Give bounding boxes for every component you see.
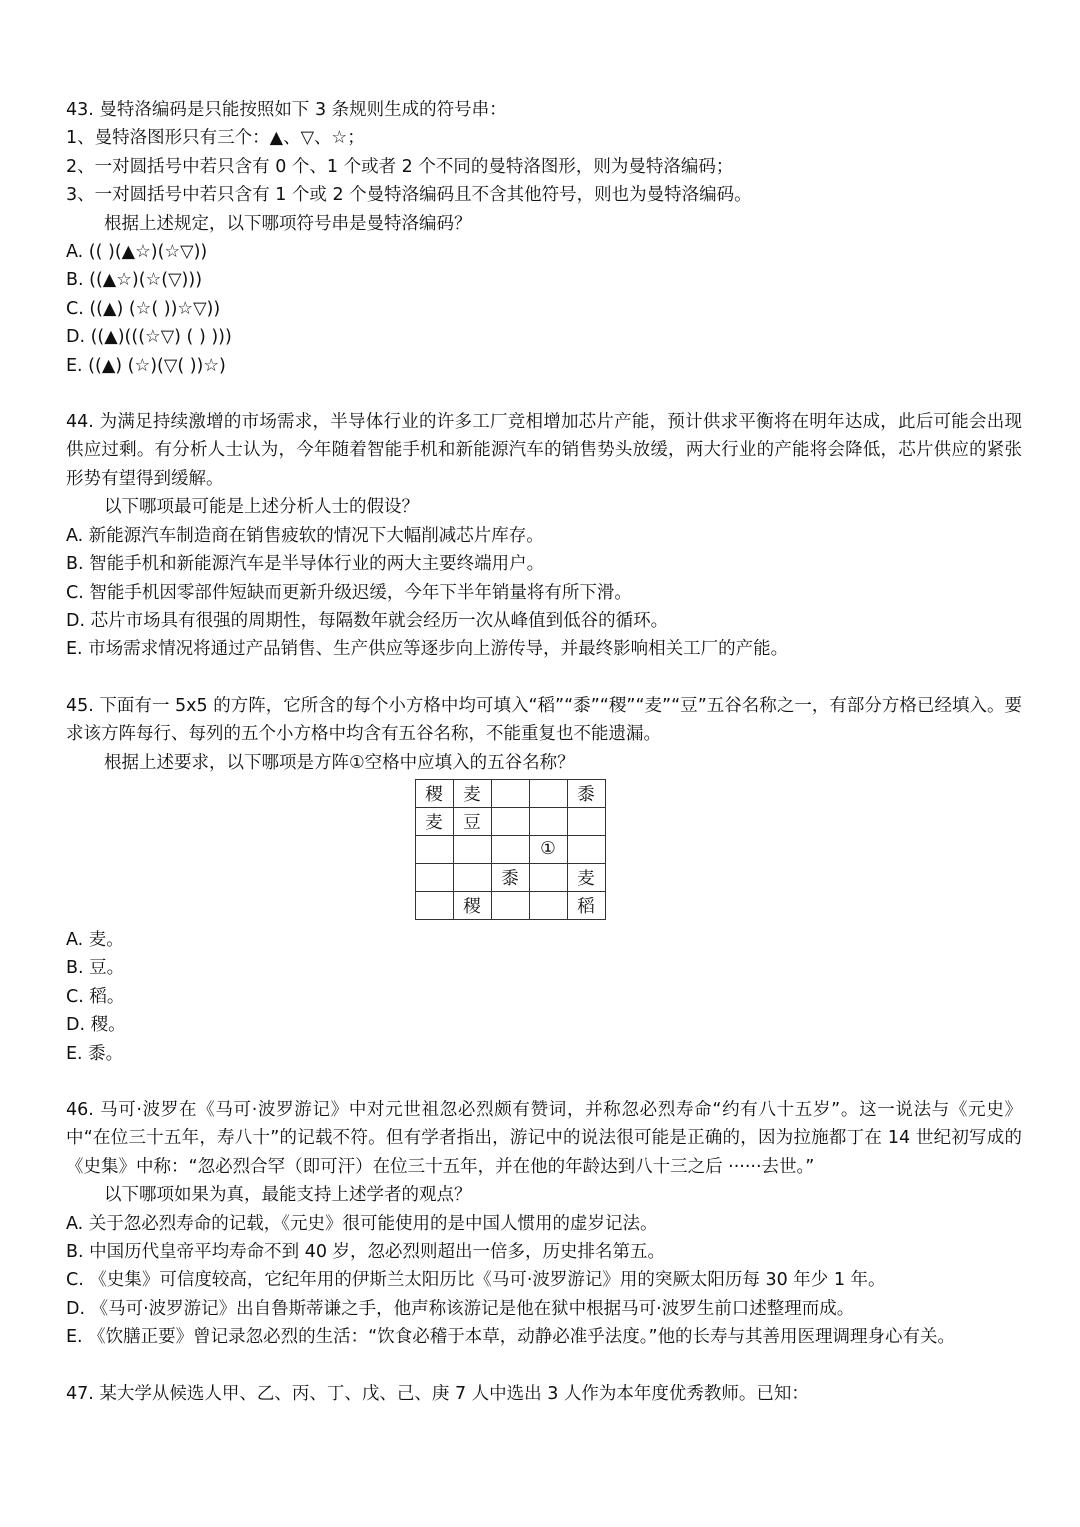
grid-cell bbox=[529, 807, 567, 835]
q44-option-b: B. 智能手机和新能源汽车是半导体行业的两大主要终端用户。 bbox=[66, 554, 545, 575]
q46-option-d: D. 《马可·波罗游记》出自鲁斯蒂谦之手，他声称该游记是他在狱中根据马可·波罗生前口述整理而成。 bbox=[66, 1298, 855, 1319]
q45-stem: 45. 下面有一 5x5 的方阵，它所含的每个小方格中均可填入“稻”“黍”“稷”“麦”“豆”五谷名称之一，有部分方格已经填入。要求该方阵每行、每列的五个小方格中均含有五谷名称，不能重复也不能遗漏。 bbox=[66, 695, 1022, 745]
grid-cell bbox=[415, 891, 453, 919]
q44-option-d: D. 芯片市场具有很强的周期性，每隔数年就会经历一次从峰值到低谷的循环。 bbox=[66, 610, 669, 631]
grid-cell bbox=[491, 891, 529, 919]
q43-question: 根据上述规定，以下哪项符号串是曼特洛编码？ bbox=[104, 213, 472, 234]
grid-cell bbox=[529, 891, 567, 919]
grid-cell bbox=[567, 835, 605, 863]
grid-cell: 稻 bbox=[567, 891, 605, 919]
grid-cell: 豆 bbox=[453, 807, 491, 835]
q43-option-c: C. ((▲) (☆( ))☆▽)) bbox=[66, 298, 221, 319]
question-45 bbox=[66, 692, 1022, 1068]
q46-option-e: E. 《饮膳正要》曾记录忽必烈的生活：“饮食必稽于本草，动静必准乎法度。”他的长寿与其善用医理调理身心有关。 bbox=[66, 1327, 956, 1348]
q43-option-a: A. (( )(▲☆)(☆▽)) bbox=[66, 242, 208, 263]
q45-option-c: C. 稻。 bbox=[66, 986, 125, 1007]
question-44 bbox=[66, 408, 1022, 664]
q46-stem: 46. 马可·波罗在《马可·波罗游记》中对元世祖忽必烈颇有赞词，并称忽必烈寿命“约有八十五岁”。这一说法与《元史》中“在位三十五年，寿八十”的记载不符。但有学者指出，游记中的说法很可能是正确的，因为拉施都丁在 14 世纪初写成的《史集》中称：“忽必烈合罕（即可汗）在位三十五年，并在他的年龄达到八十三之后 ······去世。” bbox=[66, 1099, 1022, 1177]
grid-cell bbox=[491, 779, 529, 807]
grid-row bbox=[415, 891, 605, 919]
grid-row bbox=[415, 863, 605, 891]
grid-row bbox=[415, 835, 605, 863]
q44-stem: 44. 为满足持续激增的市场需求，半导体行业的许多工厂竞相增加芯片产能，预计供求平衡将在明年达成，此后可能会出现供应过剩。有分析人士认为，今年随着智能手机和新能源汽车的销售势头放缓，两大行业的产能将会降低，芯片供应的紧张形势有望得到缓解。 bbox=[66, 412, 1022, 489]
exam-page bbox=[66, 96, 1022, 1408]
grid-cell bbox=[453, 863, 491, 891]
grid-cell bbox=[415, 863, 453, 891]
grid-cell bbox=[567, 807, 605, 835]
q46-option-c: C. 《史集》可信度较高，它纪年用的伊斯兰太阳历比《马可·波罗游记》用的突厥太阳历每 30 年少 1 年。 bbox=[66, 1270, 886, 1291]
q43-rule-2: 2、一对圆括号中若只含有 0 个、1 个或者 2 个不同的曼特洛图形，则为曼特洛编码； bbox=[66, 156, 734, 177]
grid-cell bbox=[491, 835, 529, 863]
q43-stem: 43. 曼特洛编码是只能按照如下 3 条规则生成的符号串： bbox=[66, 100, 507, 120]
q43-rule-3: 3、一对圆括号中若只含有 1 个或 2 个曼特洛编码且不含其他符号，则也为曼特洛编码。 bbox=[66, 185, 752, 206]
question-47 bbox=[66, 1380, 1022, 1408]
q43-option-d: D. ((▲)(((☆▽) ( ) ))) bbox=[66, 327, 232, 348]
q44-option-c: C. 智能手机因零部件短缺而更新升级迟缓，今年下半年销量将有所下滑。 bbox=[66, 582, 632, 603]
grid-cell: 黍 bbox=[567, 779, 605, 807]
q45-question: 根据上述要求，以下哪项是方阵①空格中应填入的五谷名称？ bbox=[104, 752, 575, 773]
grid-row bbox=[415, 807, 605, 835]
grid-cell: 麦 bbox=[415, 807, 453, 835]
grid-cell bbox=[491, 807, 529, 835]
question-46 bbox=[66, 1096, 1022, 1352]
q43-rule-1: 1、曼特洛图形只有三个：▲、▽、☆； bbox=[66, 128, 365, 149]
grid-cell bbox=[415, 835, 453, 863]
q44-option-a: A. 新能源汽车制造商在销售疲软的情况下大幅削减芯片库存。 bbox=[66, 525, 544, 546]
grid-cell: 麦 bbox=[567, 863, 605, 891]
q43-option-e: E. ((▲) (☆)(▽( ))☆) bbox=[66, 355, 226, 376]
q44-option-e: E. 市场需求情况将通过产品销售、生产供应等逐步向上游传导，并最终影响相关工厂的产能。 bbox=[66, 639, 789, 660]
q44-question: 以下哪项最可能是上述分析人士的假设？ bbox=[104, 497, 419, 518]
q45-option-e: E. 黍。 bbox=[66, 1043, 124, 1064]
q43-option-b: B. ((▲☆)(☆(▽))) bbox=[66, 270, 203, 291]
grid-cell: 稷 bbox=[415, 779, 453, 807]
q46-question: 以下哪项如果为真，最能支持上述学者的观点？ bbox=[104, 1185, 472, 1206]
q45-option-a: A. 麦。 bbox=[66, 929, 124, 950]
q45-option-d: D. 稷。 bbox=[66, 1015, 126, 1036]
grid-cell bbox=[529, 863, 567, 891]
grid-cell-target: ① bbox=[529, 835, 567, 863]
grid-row bbox=[415, 779, 605, 807]
q45-option-b: B. 豆。 bbox=[66, 958, 125, 979]
q46-option-a: A. 关于忽必烈寿命的记载，《元史》很可能使用的是中国人惯用的虚岁记法。 bbox=[66, 1213, 658, 1234]
grid-cell: 黍 bbox=[491, 863, 529, 891]
q46-option-b: B. 中国历代皇帝平均寿命不到 40 岁，忽必烈则超出一倍多，历史排名第五。 bbox=[66, 1242, 666, 1262]
grid-cell bbox=[529, 779, 567, 807]
q47-stem: 47. 某大学从候选人甲、乙、丙、丁、戊、己、庚 7 人中选出 3 人作为本年度优秀教师。已知： bbox=[66, 1383, 809, 1404]
question-43 bbox=[66, 96, 1022, 380]
grid-cell: 稷 bbox=[453, 891, 491, 919]
grid-cell bbox=[453, 835, 491, 863]
grid-cell: 麦 bbox=[453, 779, 491, 807]
grain-grid bbox=[415, 779, 606, 920]
